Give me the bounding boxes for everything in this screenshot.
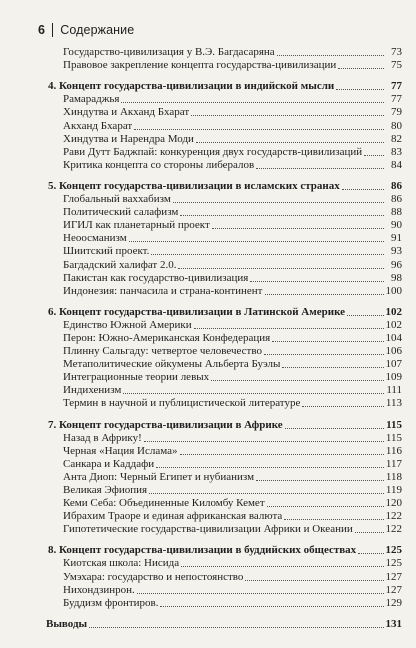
toc-entry-page: 82 — [391, 132, 402, 145]
toc-entry-page: 122 — [385, 510, 402, 523]
toc-entry-text: Анта Диоп: Черный Египет и нубианизм — [63, 470, 255, 483]
dot-leader — [181, 566, 383, 567]
dot-leader — [180, 215, 384, 216]
section-gap — [38, 298, 402, 306]
chapter-heading-page: 86 — [391, 179, 402, 192]
toc-entry — [38, 432, 402, 445]
toc-entry-page: 127 — [385, 583, 402, 596]
dot-leader — [347, 315, 383, 316]
chapter-heading-text: 5. Концепт государства-цивилизации в исламских странах — [48, 179, 340, 192]
toc-entry — [38, 584, 402, 597]
toc-entry-text: Рамараджья — [63, 93, 120, 106]
toc-entry — [38, 133, 402, 146]
toc-entry-text: Интеграционные теории левых — [63, 371, 210, 384]
toc-entry-page: 125 — [385, 557, 402, 570]
chapter-heading-page: 125 — [385, 544, 402, 557]
conclusion-heading — [38, 618, 402, 631]
toc-entry-page: 116 — [385, 444, 402, 457]
section-gap — [38, 172, 402, 180]
toc-entry-page: 90 — [391, 219, 402, 232]
toc-entry — [38, 397, 402, 410]
toc-entry — [38, 570, 402, 583]
dot-leader — [137, 593, 384, 594]
toc-entry-page: 102 — [385, 318, 402, 331]
dot-leader — [338, 68, 384, 69]
toc-entry-page: 100 — [385, 284, 402, 297]
toc-entry-text: Черная «Нация Ислама» — [63, 444, 178, 457]
toc-entry-page: 117 — [385, 457, 402, 470]
toc-entry-page: 98 — [391, 271, 402, 284]
toc-entry-page: 73 — [391, 46, 402, 59]
toc-entry — [38, 597, 402, 610]
toc-entry-page: 107 — [385, 358, 402, 371]
toc-entry — [38, 384, 402, 397]
dot-leader — [358, 553, 383, 554]
toc-entry-text: Политический салафизм — [63, 206, 179, 219]
toc-entry-text: Нихондзинрон. — [63, 583, 135, 596]
toc-entry — [38, 232, 402, 245]
toc-entry — [38, 193, 402, 206]
toc-entry-text: Буддизм фронтиров. — [63, 596, 159, 609]
toc-entry-text: Хиндутва и Нарендра Моди — [63, 132, 194, 145]
dot-leader — [156, 467, 384, 468]
table-of-contents — [38, 46, 402, 631]
chapter-heading-page: 102 — [385, 305, 402, 318]
toc-entry-text: Гипотетические государства-цивилизации Африки и Океании — [63, 523, 353, 536]
dot-leader — [212, 228, 384, 229]
toc-entry-text: ИГИЛ как планетарный проект — [63, 219, 210, 232]
toc-entry-page: 115 — [385, 431, 402, 444]
toc-entry — [38, 319, 402, 332]
dot-leader — [196, 142, 384, 143]
toc-entry-text: Государство-цивилизация у В.Э. Багдасаряна — [63, 46, 275, 59]
toc-entry — [38, 510, 402, 523]
toc-entry-text: Критика концепта со стороны либералов — [63, 158, 255, 171]
header-separator — [52, 23, 53, 37]
toc-entry-page: 111 — [386, 384, 402, 397]
dot-leader — [191, 115, 384, 116]
toc-entry-page: 93 — [391, 245, 402, 258]
toc-entry-page: 129 — [385, 596, 402, 609]
toc-entry-page: 75 — [391, 59, 402, 72]
chapter-heading-page: 115 — [386, 418, 402, 431]
toc-entry-text: Термин в научной и публицистической литературе — [63, 397, 301, 410]
conclusion-heading-text: Выводы — [46, 617, 88, 630]
toc-entry-text: Неоосманизм — [63, 232, 127, 245]
section-gap — [38, 536, 402, 544]
toc-entry-text: Акханд Бхарат — [63, 119, 133, 132]
dot-leader — [123, 393, 384, 394]
dot-leader — [264, 354, 384, 355]
toc-entry — [38, 46, 402, 59]
dot-leader — [256, 168, 384, 169]
toc-entry-page: 109 — [385, 371, 402, 384]
dot-leader — [144, 441, 384, 442]
toc-entry — [38, 371, 402, 384]
toc-entry-text: Индонезия: панчасила и страна-континент — [63, 284, 263, 297]
toc-entry-text: Умэхара: государство и непостоянство — [63, 570, 244, 583]
dot-leader — [151, 254, 384, 255]
toc-entry-text: Перон: Южно-Американская Конфедерация — [63, 331, 271, 344]
toc-entry-text: Индихенизм — [63, 384, 122, 397]
chapter-heading-text: 4. Концепт государства-цивилизации в индийской мысли — [48, 80, 335, 93]
toc-entry-page: 88 — [391, 206, 402, 219]
toc-entry — [38, 523, 402, 536]
section-gap — [38, 610, 402, 618]
chapter-heading — [38, 306, 402, 319]
dot-leader — [211, 380, 383, 381]
dot-leader — [173, 202, 384, 203]
toc-entry — [38, 445, 402, 458]
toc-entry — [38, 106, 402, 119]
chapter-heading-text: 6. Концепт государства-цивилизации в Латинской Америке — [48, 305, 346, 318]
toc-entry-text: Рави Дутт Баджпай: конкуренция двух государств-цивилизаций — [63, 145, 363, 158]
dot-leader — [282, 367, 383, 368]
toc-entry-text: Великая Эфиопия — [63, 484, 148, 496]
toc-entry — [38, 497, 402, 510]
toc-entry — [38, 119, 402, 132]
toc-entry — [38, 206, 402, 219]
section-gap — [38, 72, 402, 80]
toc-entry-text: Багдадский халифат 2.0. — [63, 258, 177, 271]
toc-entry-text: Пакистан как государство-цивилизация — [63, 271, 249, 284]
dot-leader — [256, 480, 384, 481]
toc-entry-text: Кеми Себа: Объединенные Киломбу Кемет — [63, 497, 265, 510]
toc-entry-page: 80 — [391, 119, 402, 132]
page-number: 6 — [38, 23, 45, 37]
dot-leader — [121, 102, 384, 103]
dot-leader — [178, 268, 384, 269]
toc-entry-page: 96 — [391, 258, 402, 271]
dot-leader — [250, 281, 384, 282]
dot-leader — [180, 454, 384, 455]
toc-entry-page: 106 — [385, 345, 402, 358]
toc-entry-page: 84 — [391, 158, 402, 171]
toc-entry-text: Метаполитические ойкумены Альберта Буэлы — [63, 358, 281, 371]
toc-entry — [38, 146, 402, 159]
section-gap — [38, 410, 402, 418]
dot-leader — [302, 406, 384, 407]
toc-entry — [38, 93, 402, 106]
toc-entry-text: Правовое закрепление концепта государства-цивилизации — [63, 59, 337, 72]
chapter-heading — [38, 418, 402, 431]
toc-entry — [38, 484, 402, 497]
dot-leader — [149, 493, 384, 494]
toc-entry-page: 120 — [385, 497, 402, 510]
toc-entry-page: 113 — [385, 397, 402, 410]
dot-leader — [285, 428, 384, 429]
dot-leader — [89, 627, 383, 628]
toc-entry — [38, 159, 402, 172]
dot-leader — [364, 155, 384, 156]
toc-entry — [38, 332, 402, 345]
toc-entry-text: Назад в Африку! — [63, 431, 142, 444]
dot-leader — [272, 341, 383, 342]
toc-entry-text: Глобальный ваххабизм — [63, 193, 171, 206]
toc-entry-page: 83 — [391, 145, 402, 158]
toc-entry-text: Санкара и Каддафи — [63, 457, 155, 470]
toc-entry-page: 79 — [391, 106, 402, 119]
toc-entry — [38, 258, 402, 271]
conclusion-heading-page: 131 — [385, 617, 402, 630]
toc-entry — [38, 245, 402, 258]
toc-entry-page: 119 — [385, 484, 402, 496]
toc-entry-page: 77 — [391, 93, 402, 106]
chapter-heading-page: 77 — [391, 80, 402, 93]
toc-entry-page: 118 — [385, 470, 402, 483]
page-header — [38, 20, 402, 40]
toc-entry-page: 104 — [385, 331, 402, 344]
dot-leader — [265, 294, 384, 295]
toc-entry — [38, 272, 402, 285]
dot-leader — [160, 606, 383, 607]
dot-leader — [245, 580, 383, 581]
dot-leader — [129, 241, 384, 242]
toc-entry — [38, 458, 402, 471]
toc-entry — [38, 219, 402, 232]
toc-entry — [38, 471, 402, 484]
toc-entry-page: 91 — [391, 232, 402, 245]
toc-entry — [38, 285, 402, 298]
toc-entry-text: Плинну Сальгаду: четвертое человечество — [63, 345, 262, 358]
chapter-heading — [38, 544, 402, 557]
dot-leader — [284, 519, 383, 520]
toc-entry-text: Единство Южной Америки — [63, 318, 192, 331]
toc-entry-page: 86 — [391, 193, 402, 206]
dot-leader — [194, 328, 384, 329]
dot-leader — [277, 55, 384, 56]
dot-leader — [342, 189, 384, 190]
toc-entry — [38, 557, 402, 570]
toc-entry-text: Ибрахим Траоре и единая африканская валюта — [63, 510, 283, 523]
dot-leader — [355, 532, 384, 533]
toc-entry — [38, 59, 402, 72]
toc-entry — [38, 358, 402, 371]
toc-entry-text: Киотская школа: Нисида — [63, 557, 180, 570]
dot-leader — [336, 89, 384, 90]
toc-entry-page: 127 — [385, 570, 402, 583]
dot-leader — [134, 129, 384, 130]
dot-leader — [267, 506, 384, 507]
chapter-heading-text: 7. Концепт государства-цивилизации в Африке — [48, 418, 283, 431]
toc-entry-page: 122 — [385, 523, 402, 536]
page-title: Содержание — [60, 23, 135, 37]
chapter-heading — [38, 180, 402, 193]
toc-entry-text: Шиитский проект. — [63, 245, 150, 258]
toc-entry-text: Хиндутва и Акханд Бхарат — [63, 106, 190, 119]
chapter-heading-text: 8. Концепт государства-цивилизации в буддийских обществах — [48, 544, 357, 557]
chapter-heading — [38, 80, 402, 93]
toc-entry — [38, 345, 402, 358]
